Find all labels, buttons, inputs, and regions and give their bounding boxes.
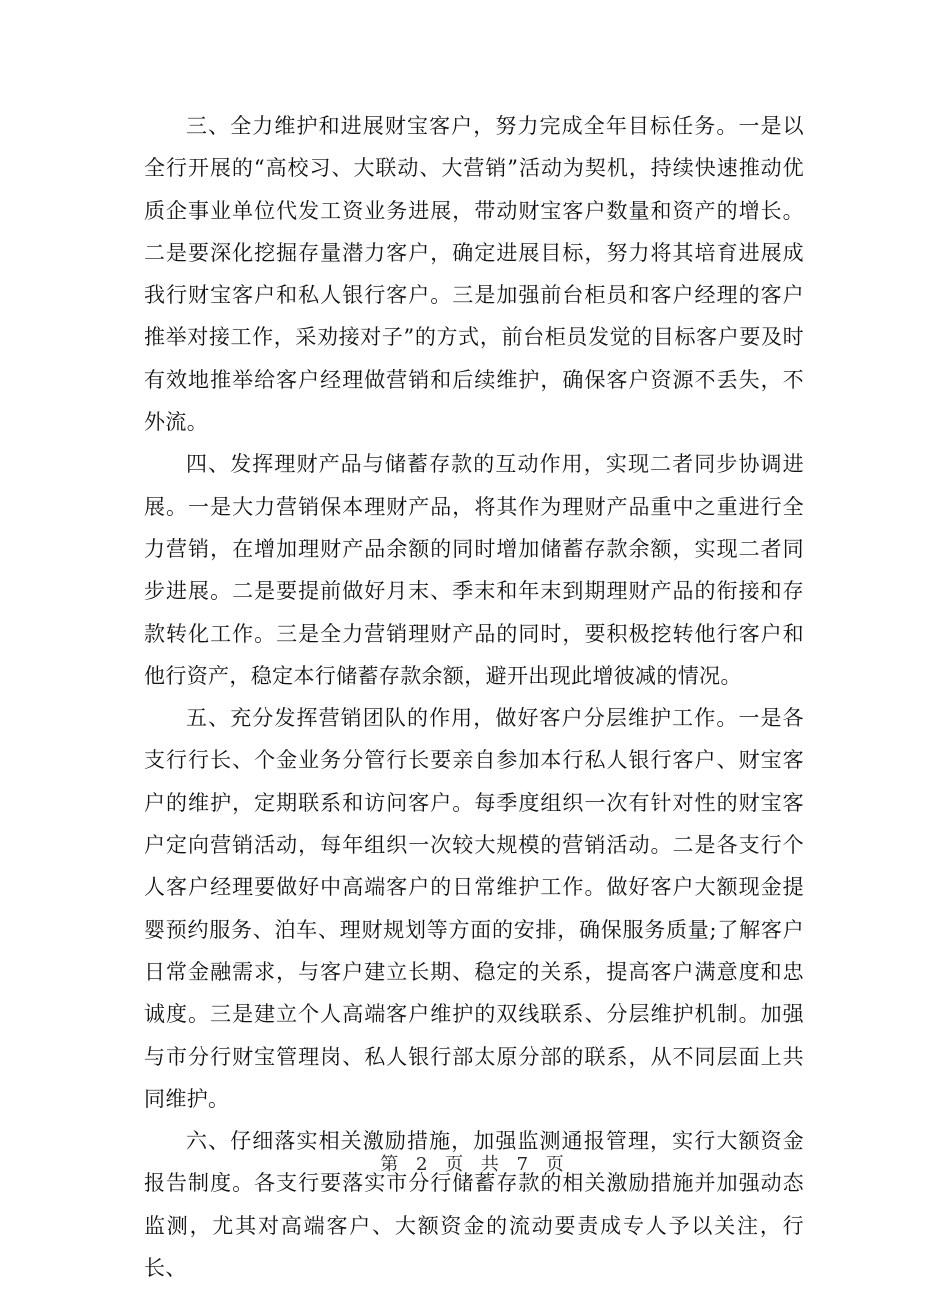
paragraph-3-customer-maintenance: 三、全力维护和进展财宝客户，努力完成全年目标任务。一是以全行开展的“高校习、大联动、大营销”活动为契机，持续快速推动优质企事业单位代发工资业务进展，带动财宝客户数量和资产的增长。二是要深化挖掘存量潜力客户，确定进展目标，努力将其培育进展成我行财宝客户和私人银行客户。三是加强前台柜员和客户经理的客户推举对接工作，采劝接对子”的方式，前台柜员发觉的目标客户要及时有效地推举给客户经理做营销和后续维护，确保客户资源不丢失，不外流。 [144,114,804,435]
page-number-footer: 第 2 页 共 7 页 [380,1154,570,1175]
paragraph-5-marketing-team: 五、充分发挥营销团队的作用，做好客户分层维护工作。一是各支行行长、个金业务分管行长要亲自参加本行私人银行客户、财宝客户的维护，定期联系和访问客户。每季度组织一次有针对性的财宝客户定向营销活动，每年组织一次较大规模的营销活动。二是各支行个人客户经理要做好中高端客户的日常维护工作。做好客户大额现金提婴预约服务、泊车、理财规划等方面的安排，确保服务质量;了解客户日常金融需求，与客户建立长期、稳定的关系，提高客户满意度和忠诚度。三是建立个人高端客户维护的双线联系、分层维护机制。加强与市分行财宝管理岗、私人银行部太原分部的联系，从不同层面上共同维护。 [144,706,804,1111]
paragraph-6-incentive-measures: 六、仔细落实相关激励措施，加强监测通报管理，实行大额资金报告制度。各支行要落实市分行储蓄存款的相关激励措施并加强动态监测，尤其对高端客户、大额资金的流动要责成专人予以关注，行长、 [144,1129,804,1281]
document-body [144,105,804,1289]
paragraph-4-wealth-products: 四、发挥理财产品与储蓄存款的互动作用，实现二者同步协调进展。一是大力营销保本理财产品，将其作为理财产品重中之重进行全力营销，在增加理财产品余额的同时增加储蓄存款余额，实现二者同步进展。二是要提前做好月末、季末和年末到期理财产品的衔接和存款转化工作。三是全力营销理财产品的同时，要积极挖转他行客户和他行资产，稳定本行储蓄存款余额，避开出现此增彼减的情况。 [144,452,804,688]
